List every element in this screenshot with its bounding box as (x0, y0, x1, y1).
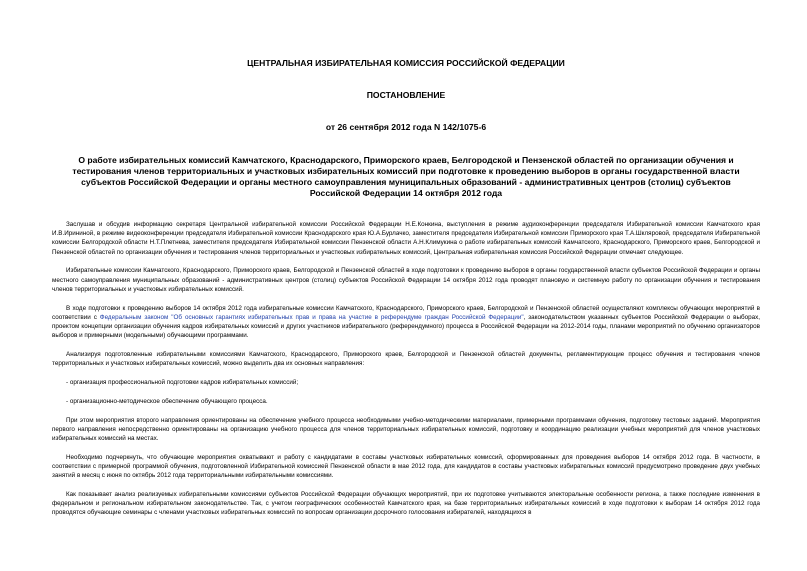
paragraph-2: Избирательные комиссии Камчатского, Краснодарского, Приморского краев, Белгородской и Пензенской областей в ходе подготовки к проведению выборов в органы государственной власти субъектов Российской Федерации и органы местного самоуправления муниципальных образований - административных центров (столиц) субъектов Российской Федерации 14 октября 2012 года проводят плановую и системную работу по организации обучения и тестирования членов территориальных и участковых избирательных комиссий. (52, 267, 760, 293)
paragraph-8: Необходимо подчеркнуть, что обучающие мероприятия охватывают и работу с кандидатами в составы участковых избирательных комиссий, сформированных для проведения выборов 14 октября 2012 года. В частности, в соответствии с примерной программой обучения, подготовленной Избирательной комиссией Пензенской области в мае 2012 года, для кандидатов в составы участковых избирательных комиссий предусмотрено проведение двух учебных занятий в месяц с июня по октябрь 2012 года территориальными избирательными комиссиями. (52, 453, 760, 480)
paragraph-3-text-start: В ходе подготовки к проведению выборов 14 октября 2012 года избирательные комиссии Камчатского, Краснодарского, Приморского краев, Белгородской и Пензенской областей осуществляют комплексы обучающих мероприятий в соответствии с (52, 304, 760, 321)
list-item-1: - организация профессиональной подготовки кадров избирательных комиссий; (66, 379, 299, 387)
list-item-2: - организационно-методическое обеспечение обучающего процесса. (66, 397, 268, 405)
paragraph-9: Как показывает анализ реализуемых избирательными комиссиями субъектов Российской Федерации обучающих мероприятий, при их подготовке учитываются электоральные особенности региона, а также последние изменения в федеральном и региональном избирательном законодательстве. Так, с учетом географических особенностей Камчатского края, на базе территориальных избирательных комиссий в ходе подготовки к выборам 14 октября 2012 года проводятся обучающие семинары с членами участковых избирательных комиссий по вопросам организации досрочного голосования избирателей, находящихся в (52, 491, 760, 517)
organization-heading: ЦЕНТРАЛЬНАЯ ИЗБИРАТЕЛЬНАЯ КОМИССИЯ РОССИЙСКОЙ ФЕДЕРАЦИИ (247, 58, 565, 68)
paragraph-3-text-end: , законодательством указанных субъектов Российской Федерации о выборах, проектом концепции организации обучения кадров избирательных комиссий и других участников избирательного (референдумного) процесса в Российской Федерации на 2012-2014 годы, планами мероприятий по обучению организаторов выборов и примерными (модельными) обучающими программами. (52, 313, 760, 340)
paragraph-1: Заслушав и обсудив информацию секретаря Центральной избирательной комиссии Российской Федерации Н.Е.Конкина, выступления в режиме аудиоконференции председателя Избирательной комиссии Камчатского края И.В.Ирининой, в режиме видеоконференции председателя Избирательной комиссии Краснодарского края Ю.А.Бурлачко, заместителя председателя Избирательной комиссии Приморского края Т.А.Шкляровой, председателя Избирательной комиссии Белгородской области Н.Т.Плетнева, заместителя председателя Избирательной комиссии Пензенской области А.Н.Климукина о работе избирательных комиссий Камчатского, Краснодарского, Приморского краев, Белгородской и Пензенской областей по организации обучения и тестирования членов территориальных и участковых избирательных комиссий, Центральная избирательная комиссия Российской Федерации отмечает следующее. (52, 221, 760, 256)
document-type-heading: ПОСТАНОВЛЕНИЕ (366, 90, 446, 100)
federal-law-link[interactable]: Федеральным законом "Об основных гарантиях избирательных прав и права на участие в референдуме граждан Российской Федерации" (99, 313, 524, 321)
paragraph-7: При этом мероприятия второго направления ориентированы на обеспечение учебного процесса необходимыми учебно-методическими материалами, примерными программами обучения, подготовку тестовых заданий. Мероприятия первого направления непосредственно ориентированы на организацию учебного процесса для членов территориальных избирательных комиссий, подготовку и координацию реализации учебных мероприятий для членов участковых избирательных комиссий на местах. (52, 416, 760, 443)
paragraph-3 (52, 304, 760, 341)
document-title: О работе избирательных комиссий Камчатского, Краснодарского, Приморского краев, Белгородской и Пензенской областей по организации обучения и тестирования членов территориальных и участковых избирательных комиссий при подготовке к проведению выборов в органы государственной власти субъектов Российской Федерации и органы местного самоуправления муниципальных образований - административных центров (столиц) субъектов Российской Федерации 14 октября 2012 года (72, 155, 740, 198)
document-date-number: от 26 сентября 2012 года N 142/1075-6 (325, 122, 487, 132)
paragraph-4: Анализируя подготовленные избирательными комиссиями Камчатского, Краснодарского, Приморского краев, Белгородской и Пензенской областей документы, регламентирующие процесс обучения и тестирования членов территориальных и участковых избирательных комиссий, можно выделить два их основных направления: (52, 351, 760, 368)
